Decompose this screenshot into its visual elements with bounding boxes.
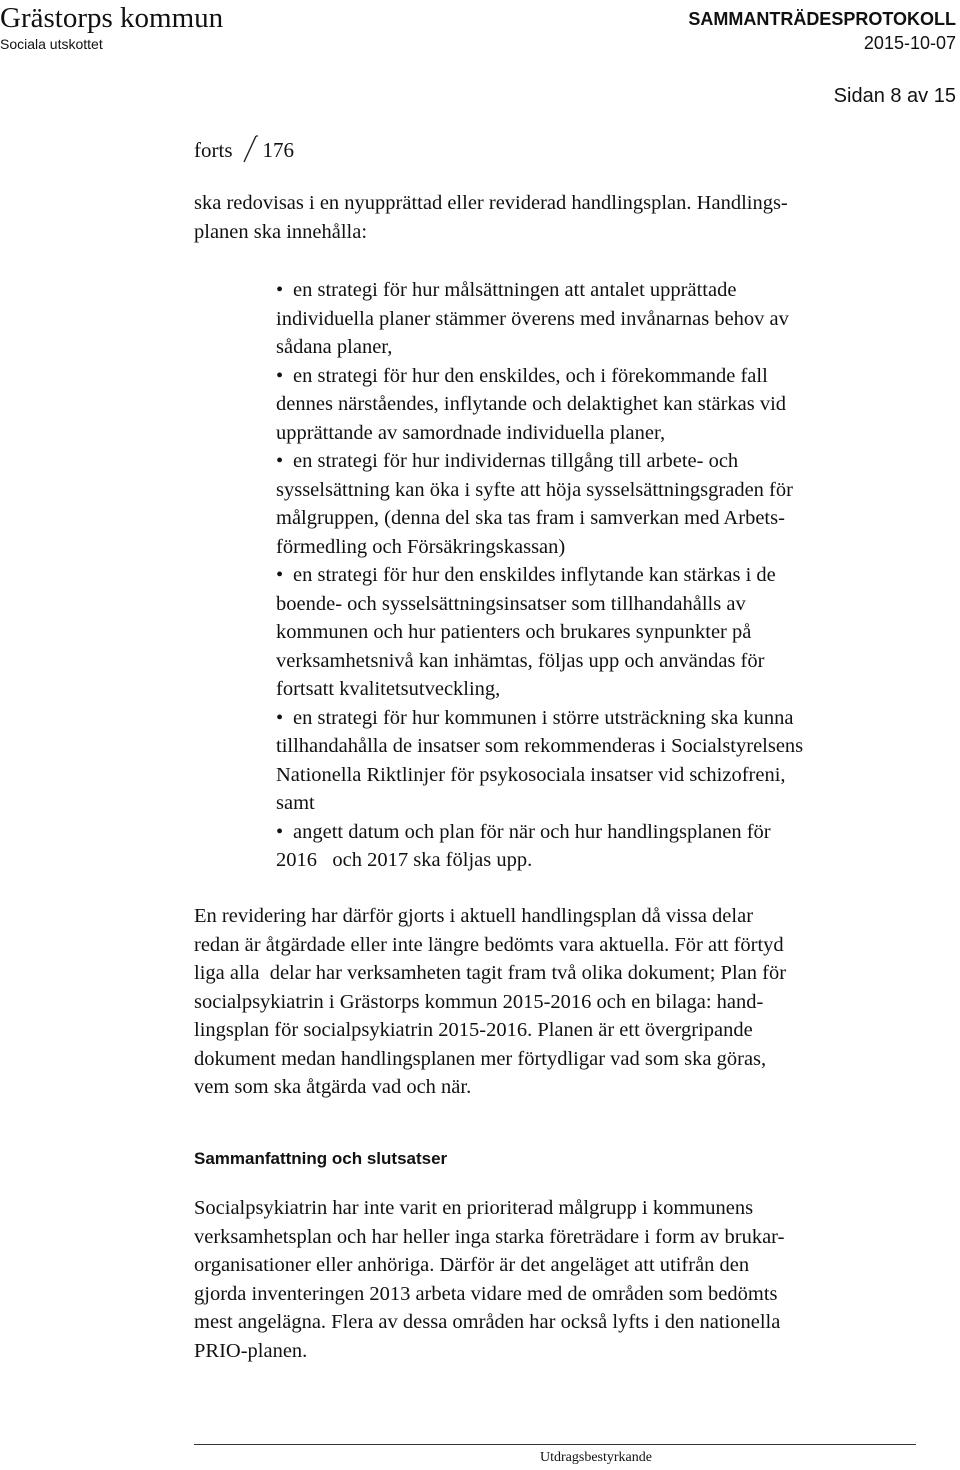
bullet-line: förmedling och Försäkringskassan): [276, 535, 566, 558]
bullet-line: kommunen och hur patienters och brukares synpunkter på: [276, 621, 752, 643]
municipality-name: Grästorps kommun: [0, 2, 224, 34]
bullet-line: individuella planer stämmer överens med invånarnas behov av: [276, 307, 789, 330]
paragraph-line: PRIO-planen.: [194, 1339, 308, 1362]
paragraph-line: verksamhetsplan och har heller inga starka företrädare i form av brukar-: [194, 1225, 785, 1248]
bullet-item: [276, 561, 803, 704]
section-heading: Sammanfattning och slutsatser: [194, 1149, 448, 1168]
bullet-item: [276, 276, 803, 362]
committee-name: Sociala utskottet: [0, 36, 103, 52]
bullet-marker: •: [276, 450, 284, 472]
bullet-text: en strategi för hur kommunen i större utsträckning ska kunna: [293, 706, 794, 729]
bullet-item: [276, 447, 803, 561]
bullet-line: [276, 276, 803, 305]
bullet-line: dennes närståendes, inflytande och delaktighet kan stärkas vid: [276, 393, 787, 415]
bullet-line: sysselsättning kan öka i syfte att höja sysselsättningsgraden för: [276, 478, 793, 501]
paragraph-line: redan är åtgärdade eller inte längre bedömts vara aktuella. För att förtyd: [194, 933, 784, 956]
bullet-item: [276, 362, 803, 448]
bullet-line: tillhandahålla de insatser som rekommenderas i Socialstyrelsens: [276, 735, 804, 757]
bullet-line: upprättande av samordnade individuella planer,: [276, 421, 666, 444]
section-bracket-icon: [241, 135, 259, 163]
paragraph-line: lingsplan för socialpsykiatrin 2015-2016. Planen är ett övergripande: [194, 1019, 753, 1041]
bullet-marker: •: [276, 820, 284, 843]
bullet-line: sådana planer,: [276, 336, 393, 358]
paragraph-line: organisationer eller anhöriga. Därför är det angeläget att utifrån den: [194, 1254, 750, 1276]
bullet-text: angett datum och plan för när och hur handlingsplanen för: [293, 820, 771, 843]
bullet-line: fortsatt kvalitetsutveckling,: [276, 678, 501, 700]
bullet-marker: •: [276, 279, 284, 301]
continuation-number: 176: [262, 138, 294, 162]
bullet-item: [276, 818, 803, 875]
paragraph-line: En revidering har därför gjorts i aktuell handlingsplan då vissa delar: [194, 905, 754, 927]
bullet-line: [276, 561, 803, 590]
bullet-text: en strategi för hur individernas tillgång till arbete- och: [293, 450, 739, 472]
continuation-prefix: forts: [194, 138, 233, 162]
bullet-line: [276, 362, 803, 391]
summary-paragraph: [194, 1194, 784, 1365]
bullet-line: samt: [276, 792, 315, 814]
paragraph-line: ska redovisas i en nyupprättad eller reviderad handlingsplan. Handlings-: [194, 192, 788, 214]
revision-paragraph: [194, 902, 786, 1102]
bullet-line: 2016 och 2017 ska följas upp.: [276, 849, 533, 871]
footer-divider: [194, 1444, 916, 1445]
bullet-list: [276, 276, 803, 875]
paragraph-line: socialpsykiatrin i Grästorps kommun 2015-2016 och en bilaga: hand-: [194, 990, 764, 1013]
bullet-line: [276, 447, 803, 476]
bullet-line: boende- och sysselsättningsinsatser som tillhandahålls av: [276, 592, 746, 615]
continuation-marker: [194, 135, 294, 163]
bullet-marker: •: [276, 706, 284, 729]
paragraph-line: vem som ska åtgärda vad och när.: [194, 1076, 472, 1098]
paragraph-line: gjorda inventeringen 2013 arbeta vidare med de områden som bedömts: [194, 1282, 778, 1305]
footer-label: Utdragsbestyrkande: [540, 1450, 652, 1465]
bullet-line: målgruppen, (denna del ska tas fram i samverkan med Arbets-: [276, 507, 785, 529]
bullet-marker: •: [276, 564, 284, 586]
bullet-text: en strategi för hur målsättningen att antalet upprättade: [293, 279, 737, 301]
bullet-item: [276, 704, 803, 818]
bullet-line: [276, 704, 803, 733]
bullet-marker: •: [276, 364, 284, 387]
paragraph-line: Socialpsykiatrin har inte varit en prioriterad målgrupp i kommunens: [194, 1197, 754, 1219]
bullet-line: [276, 818, 803, 847]
intro-paragraph: [194, 189, 788, 246]
document-type: SAMMANTRÄDESPROTOKOLL: [688, 9, 956, 29]
bullet-text: en strategi för hur den enskildes inflytande kan stärkas i de: [293, 564, 776, 586]
paragraph-line: liga alla delar har verksamheten tagit fram två olika dokument; Plan för: [194, 962, 787, 984]
page-number: Sidan 8 av 15: [833, 85, 956, 107]
bullet-text: en strategi för hur den enskildes, och i förekommande fall: [293, 364, 768, 387]
paragraph-line: planen ska innehålla:: [194, 220, 368, 243]
bullet-line: Nationella Riktlinjer för psykosociala insatser vid schizofreni,: [276, 763, 786, 786]
paragraph-line: mest angelägna. Flera av dessa områden har också lyfts i den nationella: [194, 1311, 781, 1333]
document-date: 2015-10-07: [863, 33, 956, 53]
bullet-line: verksamhetsnivå kan inhämtas, följas upp och användas för: [276, 649, 765, 672]
paragraph-line: dokument medan handlingsplanen mer förtydligar vad som ska göras,: [194, 1047, 767, 1070]
